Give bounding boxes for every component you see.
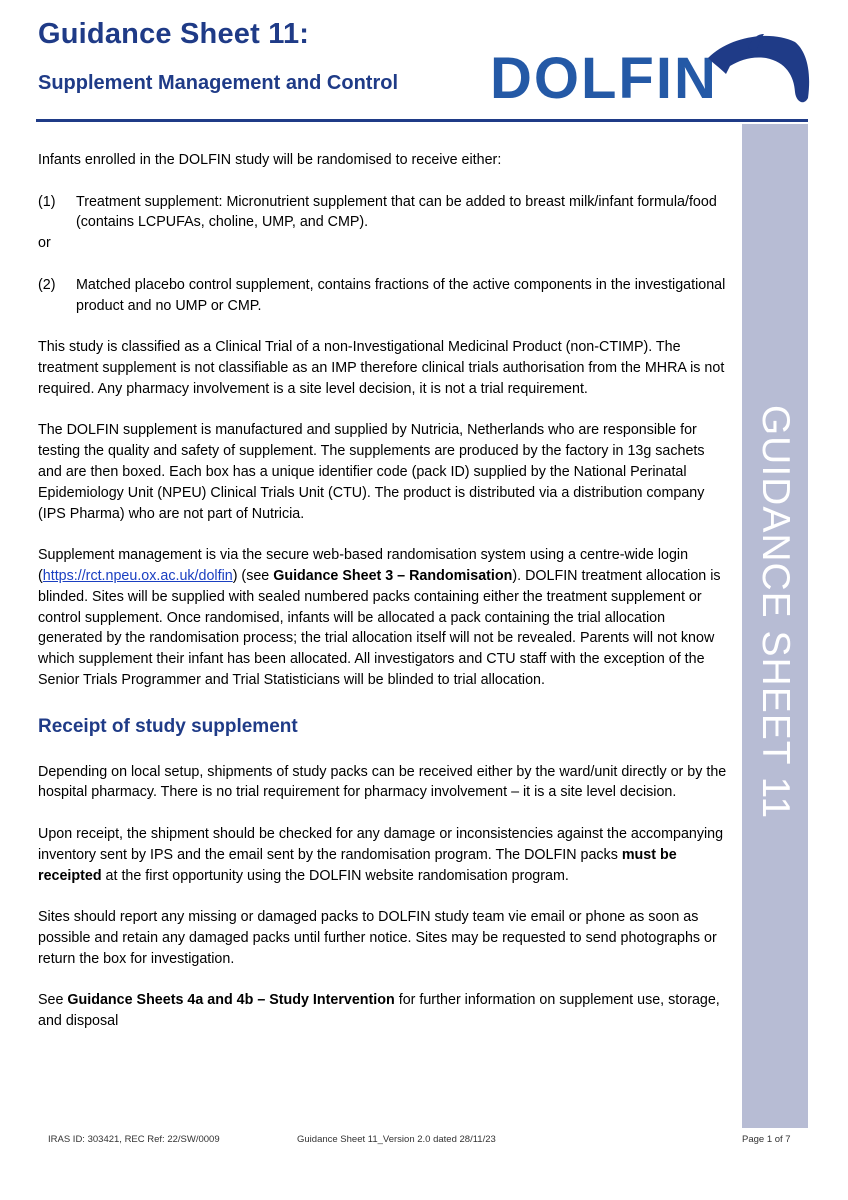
header-divider xyxy=(36,119,808,122)
manufacture-paragraph: The DOLFIN supplement is manufactured and supplied by Nutricia, Netherlands who are responsible for testing the quality and safety of supplement. The supplements are produced by the factory in 13g sachets and are then boxed. Each box has a unique identifier code (pack ID) supplied by the National Perinatal Epidemiology Unit (NPEU) Clinical Trials Unit (CTU). The product is distributed via a distribution company (IPS Pharma) who are not part of Nutricia. xyxy=(38,422,705,522)
option-number: (2) xyxy=(38,276,56,293)
side-label: GUIDANCE SHEET 11 xyxy=(754,404,797,820)
page-subtitle: Supplement Management and Control xyxy=(38,72,399,94)
dolfin-logo xyxy=(490,28,815,114)
receipt-text: See xyxy=(38,992,68,1009)
dolphin-icon xyxy=(490,28,815,114)
management-text: ) (see xyxy=(232,567,274,584)
receipt-text: at the first opportunity using the DOLFIN website randomisation program. xyxy=(101,867,569,884)
guidance-ref: Guidance Sheet 3 – Randomisation xyxy=(273,567,513,584)
option-item-1 xyxy=(38,192,728,234)
section-heading-receipt: Receipt of study supplement xyxy=(38,715,298,737)
ctimp-paragraph: This study is classified as a Clinical Trial of a non-Investigational Medicinal Product (non-CTIMP). The treatment supplement is not classifiable as an IMP therefore clinical trials authorisation from the MHRA is not required. Any pharmacy involvement is a site level decision, it is not a trial requirement. xyxy=(38,339,725,397)
receipt-text: for further information on supplement use, storage, and disposal xyxy=(38,992,720,1030)
footer-page-number: Page 1 of 7 xyxy=(742,1134,791,1145)
management-paragraph xyxy=(38,545,728,691)
option-item-2 xyxy=(38,275,728,317)
intro-paragraph: Infants enrolled in the DOLFIN study will be randomised to receive either: xyxy=(38,152,502,168)
receipt-paragraph-2 xyxy=(38,824,728,886)
receipt-paragraph-1: Depending on local setup, shipments of study packs can be received either by the ward/unit directly or by the hospital pharmacy. There is no trial requirement for pharmacy involvement – it is a site level decision. xyxy=(38,763,727,801)
management-text: ). DOLFIN treatment allocation is blinded. Sites will be supplied with sealed numbered packs containing either the treatment supplement or control supplement. Once randomised, infants will be allocated a pack containing the trial allocation generated by the randomisation process; the trial allocation itself will not be revealed. Parents will not know which supplement their infant has been allocated. All investigators and CTU staff with the exception of the Senior Trials Programmer and Trial Statisticians will be blinded to trial allocation. xyxy=(38,567,721,688)
option-text: Matched placebo control supplement, contains fractions of the active components in the investigational product and no UMP or CMP. xyxy=(76,276,726,314)
footer-version: Guidance Sheet 11_Version 2.0 dated 28/11/23 xyxy=(297,1134,496,1145)
receipt-paragraph-4 xyxy=(38,990,728,1032)
randomisation-link[interactable]: https://rct.npeu.ox.ac.uk/dolfin xyxy=(42,567,233,584)
option-number: (1) xyxy=(38,193,56,210)
option-text: Treatment supplement: Micronutrient supplement that can be added to breast milk/infant formula/food (contains LCPUFAs, choline, UMP, and CMP). xyxy=(76,193,717,231)
or-separator: or xyxy=(38,235,51,252)
management-text: Supplement management is via the secure web-based randomisation system using a centre-wide login ( xyxy=(38,547,689,584)
page-title: Guidance Sheet 11: xyxy=(38,18,310,50)
receipt-text: Upon receipt, the shipment should be checked for any damage or inconsistencies against the accompanying inventory sent by IPS and the email sent by the randomisation program. The DOLFIN packs xyxy=(38,825,724,863)
receipt-paragraph-3: Sites should report any missing or damaged packs to DOLFIN study team vie email or phone as soon as possible and retain any damaged packs until further notice. Sites may be requested to send photographs or return the box for investigation. xyxy=(38,909,717,967)
guidance-ref: Guidance Sheets 4a and 4b – Study Intervention xyxy=(67,992,395,1009)
logo-wordmark: DOLFIN xyxy=(490,46,718,111)
footer-ids: IRAS ID: 303421, REC Ref: 22/SW/0009 xyxy=(48,1134,220,1145)
document-body xyxy=(38,150,728,1053)
emphasis-text: must be receipted xyxy=(38,846,677,884)
